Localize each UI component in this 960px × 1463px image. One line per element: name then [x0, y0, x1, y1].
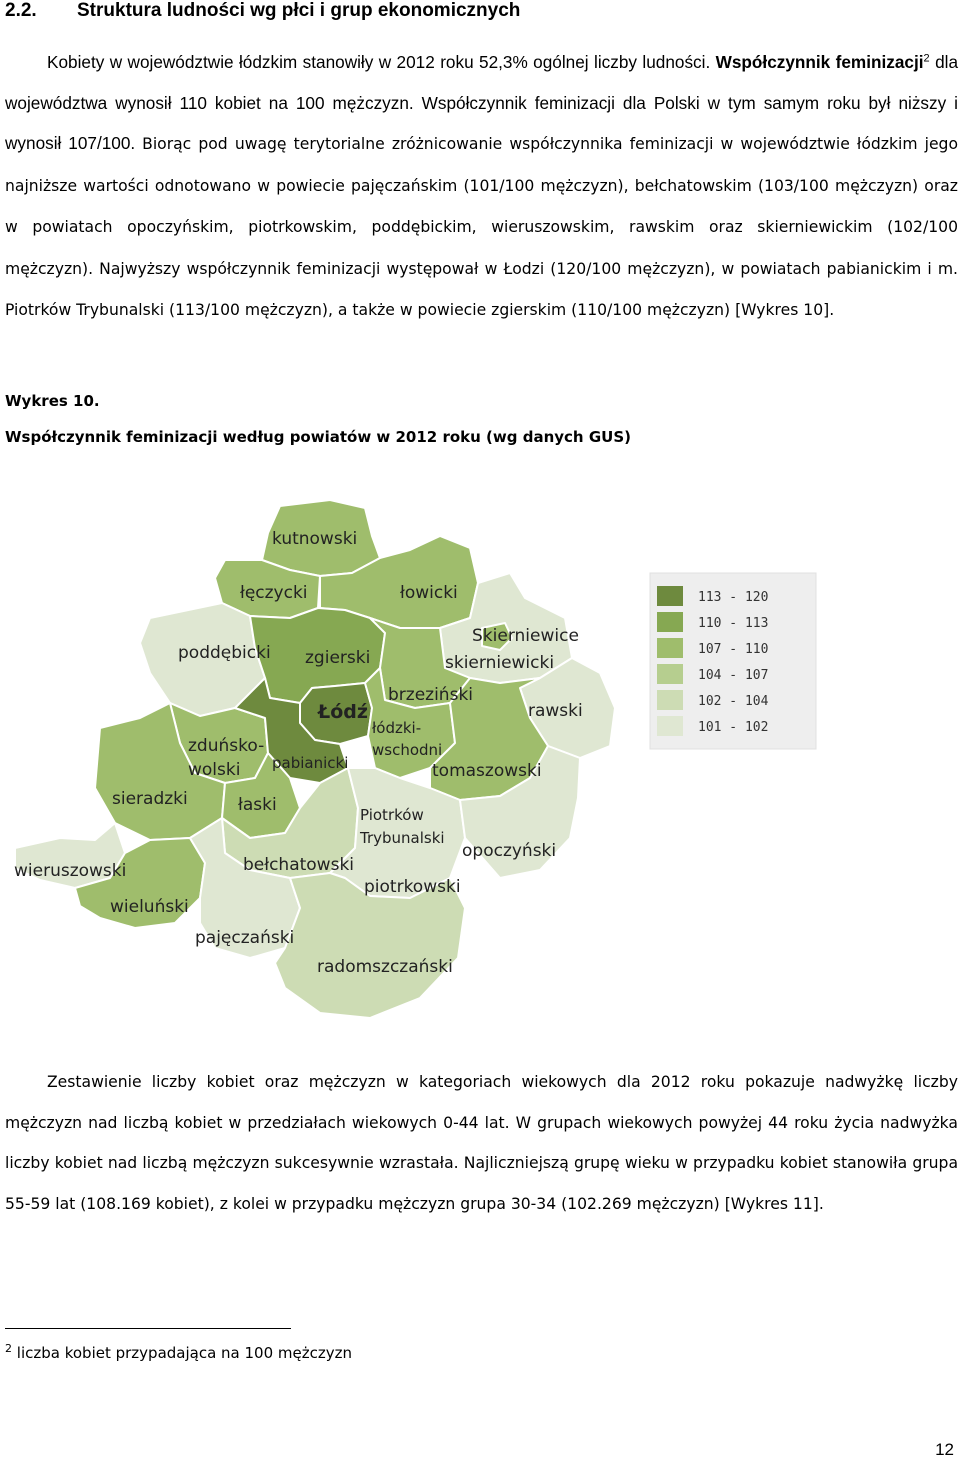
legend-label: 102 - 104 [698, 694, 769, 709]
label-lowicki: łowicki [400, 583, 458, 603]
section-number: 2.2. [5, 0, 37, 21]
label-pajeczanski: pajęczański [195, 928, 295, 948]
label-lodz: Łódź [318, 701, 368, 723]
label-opoczynski: opoczyński [462, 841, 557, 861]
section-heading [5, 0, 955, 22]
label-leczycki: łęczycki [240, 583, 308, 603]
legend-label: 107 - 110 [698, 642, 769, 657]
intro-paragraph [5, 42, 958, 331]
label-wieruszowski: wieruszowski [14, 861, 127, 881]
legend-swatch [657, 716, 683, 736]
label-zdunsko-wolski-1: zduńsko- [188, 736, 265, 756]
label-piotrkow-1: Piotrków [360, 806, 424, 824]
label-piotrkowski: piotrkowski [364, 877, 461, 897]
label-lodzki-wschodni-1: łódzki- [372, 719, 422, 737]
label-tomaszowski: tomaszowski [432, 761, 542, 781]
footnote [5, 1340, 905, 1366]
footnote-text: liczba kobiet przypadająca na 100 mężczyzn [16, 1344, 353, 1362]
label-skierniewice: Skierniewice [472, 626, 579, 646]
age-structure-text: Zestawienie liczby kobiet oraz mężczyzn w kategoriach wiekowych dla 2012 roku pokazuje nadwyżkę liczby mężczyzn nad liczbą kobiet w przedziałach wiekowych 0-44 lat. W grupach wiekowych powyżej 44 roku życia nadwyżka liczby kobiet nad liczbą mężczyzn sukcesywnie wzrastała. Najliczniejszą grupę wieku w przypadku kobiet stanowiła grupa 55-59 lat (108.169 kobiet), z kolei w przypadku mężczyzn grupa 30-34 (102.269 mężczyzn) [Wykres 11]. [5, 1073, 958, 1213]
map-legend [650, 573, 816, 749]
label-poddebicki: poddębicki [178, 643, 271, 663]
label-belchatowski: bełchatowski [243, 855, 355, 875]
footnote-mark: 2 [5, 1342, 12, 1355]
label-pabianicki: pabianicki [272, 754, 349, 772]
label-piotrkow-2: Trybunalski [360, 829, 445, 847]
label-wielunski: wieluński [110, 897, 189, 917]
intro-sentence-2: dla województwa wynosił 110 kobiet na 100 mężczyzn. Współczynnik feminizacji dla Polski w tym samym roku był niższy i wynosił 107/100. [5, 52, 958, 153]
page-number: 12 [935, 1440, 954, 1459]
figure-caption: Współczynnik feminizacji według powiatów w 2012 roku (wg danych GUS) [5, 428, 631, 446]
age-structure-paragraph [5, 1062, 958, 1224]
section-title: Struktura ludności wg płci i grup ekonomicznych [77, 0, 521, 21]
feminization-map [0, 478, 960, 1048]
label-rawski: rawski [528, 701, 583, 721]
footnote-separator [5, 1328, 291, 1329]
legend-label: 110 - 113 [698, 616, 769, 631]
legend-swatch [657, 612, 683, 632]
legend-swatch [657, 638, 683, 658]
label-radomszczanski: radomszczański [317, 957, 453, 977]
label-kutnowski: kutnowski [272, 529, 358, 549]
footnote-reference[interactable]: 2 [923, 52, 930, 65]
intro-sentence-1: Kobiety w województwie łódzkim stanowiły w 2012 roku 52,3% ogólnej liczby ludności. [47, 52, 711, 72]
legend-label: 113 - 120 [698, 590, 769, 605]
map-svg [0, 478, 960, 1048]
legend-swatch [657, 690, 683, 710]
intro-sentence-3: Biorąc pod uwagę terytorialne zróżnicowanie współczynnika feminizacji w województwie łódzkim jego najniższe wartości odnotowano w powiecie pajęczańskim (101/100 mężczyzn), bełchatowskim (103/100 mężczyzn) oraz w powiatach opoczyńskim, piotrkowskim, poddębickim, wieruszowskim, rawskim oraz skierniewickim (102/100 mężczyzn). Najwyższy współczynnik feminizacji występował w Łodzi (120/100 mężczyzn), w powiatach pabianickim i m. Piotrków Trybunalski (113/100 mężczyzn), a także w powiecie zgierskim (110/100 mężczyzn) [Wykres 10]. [5, 135, 958, 319]
bold-term: Współczynnik feminizacji [715, 52, 924, 72]
label-zgierski: zgierski [305, 648, 371, 668]
label-sieradzki: sieradzki [112, 789, 188, 809]
figure-label: Wykres 10. [5, 392, 100, 410]
legend-label: 101 - 102 [698, 720, 769, 735]
label-brzezinski: brzeziński [388, 685, 474, 705]
label-skierniewicki: skierniewicki [445, 653, 555, 673]
legend-swatch [657, 586, 683, 606]
label-laski: łaski [238, 795, 277, 815]
legend-label: 104 - 107 [698, 668, 769, 683]
legend-swatch [657, 664, 683, 684]
label-zdunsko-wolski-2: wolski [188, 760, 241, 780]
label-lodzki-wschodni-2: wschodni [372, 741, 443, 759]
